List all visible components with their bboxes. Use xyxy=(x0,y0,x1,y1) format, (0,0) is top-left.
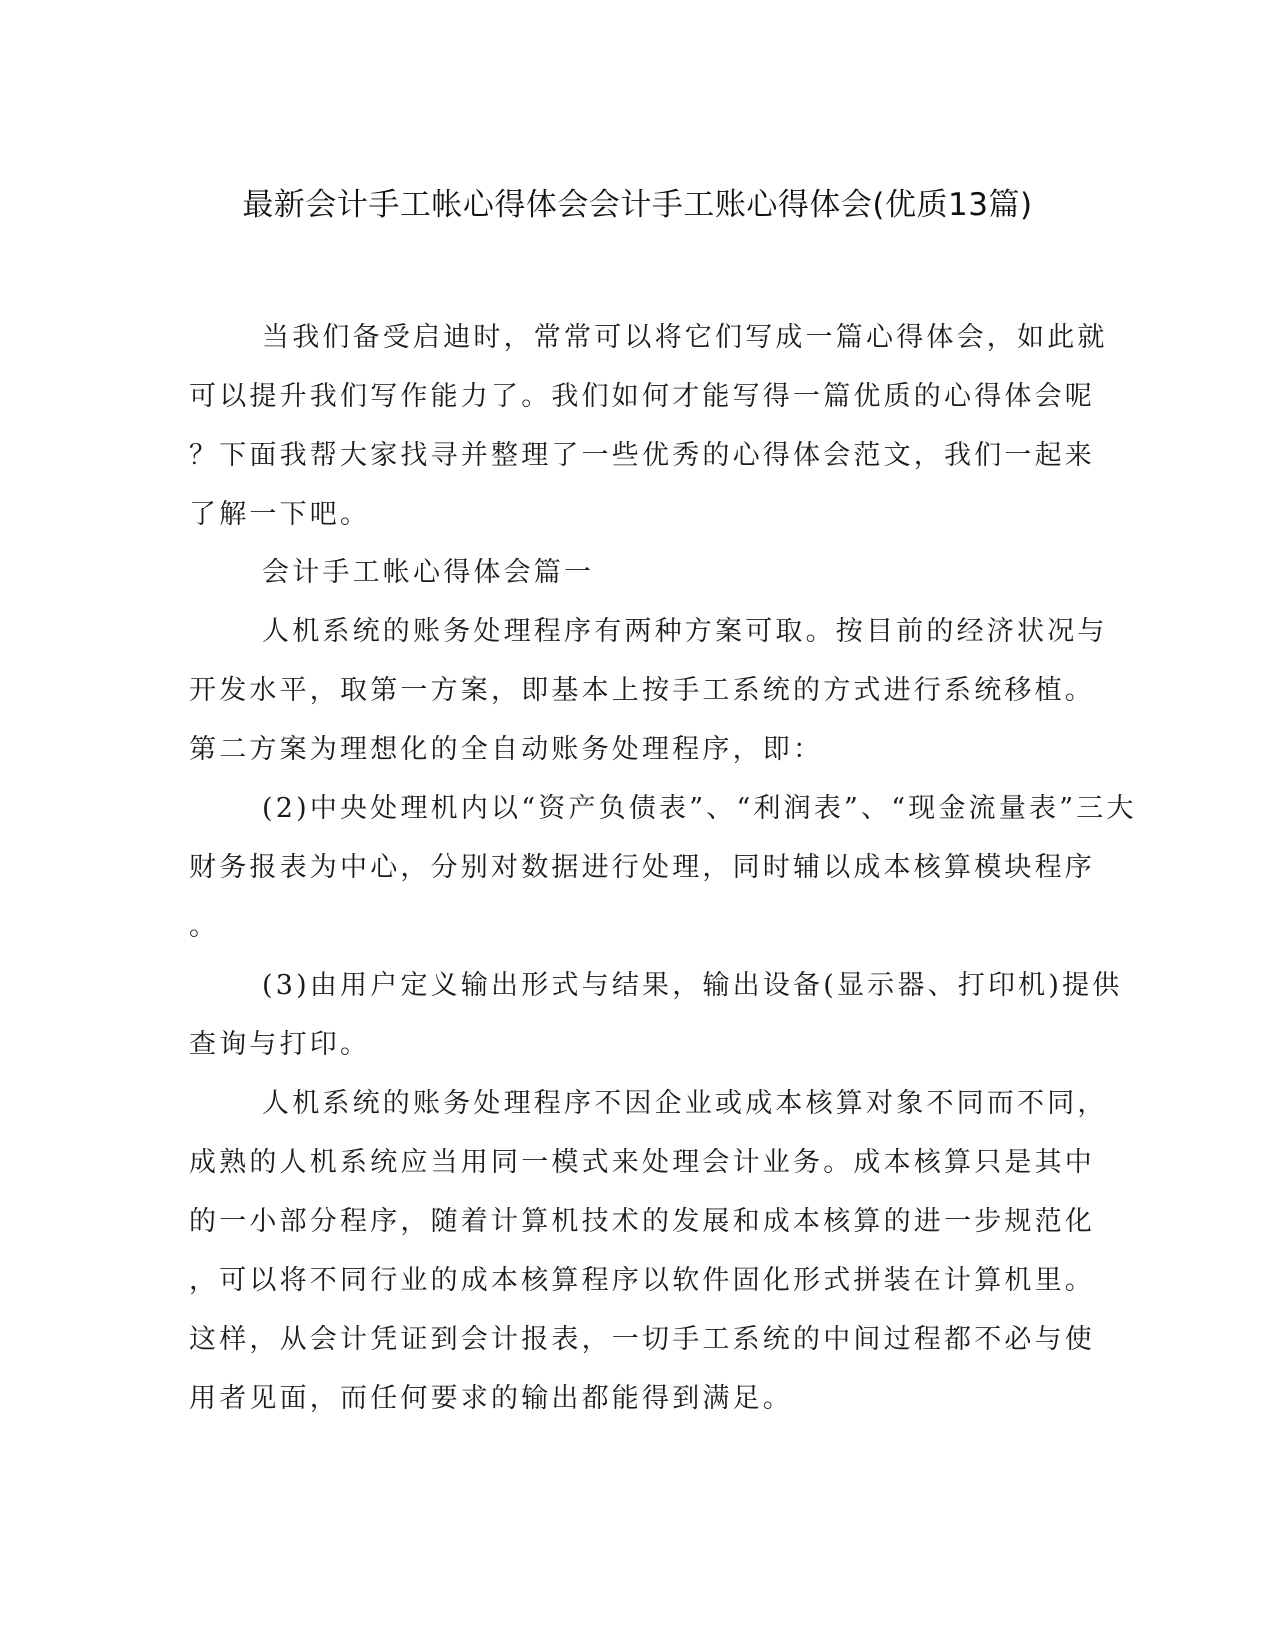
paragraph-line: 成熟的人机系统应当用同一模式来处理会计业务。成本核算只是其中 xyxy=(189,1147,1095,1178)
paragraph-line: 人机系统的账务处理程序有两种方案可取。按目前的经济状况与 xyxy=(262,616,1108,647)
paragraph-line: 了解一下吧。 xyxy=(189,499,371,530)
paragraph-line: 开发水平，取第一方案，即基本上按手工系统的方式进行系统移植。 xyxy=(189,675,1095,706)
paragraph-line: ，可以将不同行业的成本核算程序以软件固化形式拼装在计算机里。 xyxy=(189,1265,1095,1296)
paragraph-line: 查询与打印。 xyxy=(189,1029,371,1060)
paragraph-line: 。 xyxy=(189,911,220,942)
paragraph-line: 财务报表为中心，分别对数据进行处理，同时辅以成本核算模块程序 xyxy=(189,852,1095,883)
section-heading: 会计手工帐心得体会篇一 xyxy=(262,557,595,588)
paragraph-line: ？下面我帮大家找寻并整理了一些优秀的心得体会范文，我们一起来 xyxy=(189,440,1095,471)
paragraph-line: 当我们备受启迪时，常常可以将它们写成一篇心得体会，如此就 xyxy=(262,322,1108,353)
paragraph-line: 这样，从会计凭证到会计报表，一切手工系统的中间过程都不必与使 xyxy=(189,1324,1095,1355)
paragraph-line: 人机系统的账务处理程序不因企业或成本核算对象不同而不同， xyxy=(262,1088,1108,1119)
paragraph-line: 的一小部分程序，随着计算机技术的发展和成本核算的进一步规范化 xyxy=(189,1206,1095,1237)
paragraph-line: (3)由用户定义输出形式与结果，输出设备(显示器、打印机)提供 xyxy=(262,970,1123,1001)
paragraph-line: 用者见面，而任何要求的输出都能得到满足。 xyxy=(189,1383,793,1414)
paragraph-line: (2)中央处理机内以“资产负债表”、“利润表”、“现金流量表”三大 xyxy=(262,793,1137,824)
paragraph-line: 第二方案为理想化的全自动账务处理程序，即： xyxy=(189,734,824,765)
document-title: 最新会计手工帐心得体会会计手工账心得体会(优质13篇) xyxy=(242,187,1033,223)
paragraph-line: 可以提升我们写作能力了。我们如何才能写得一篇优质的心得体会呢 xyxy=(189,381,1095,412)
